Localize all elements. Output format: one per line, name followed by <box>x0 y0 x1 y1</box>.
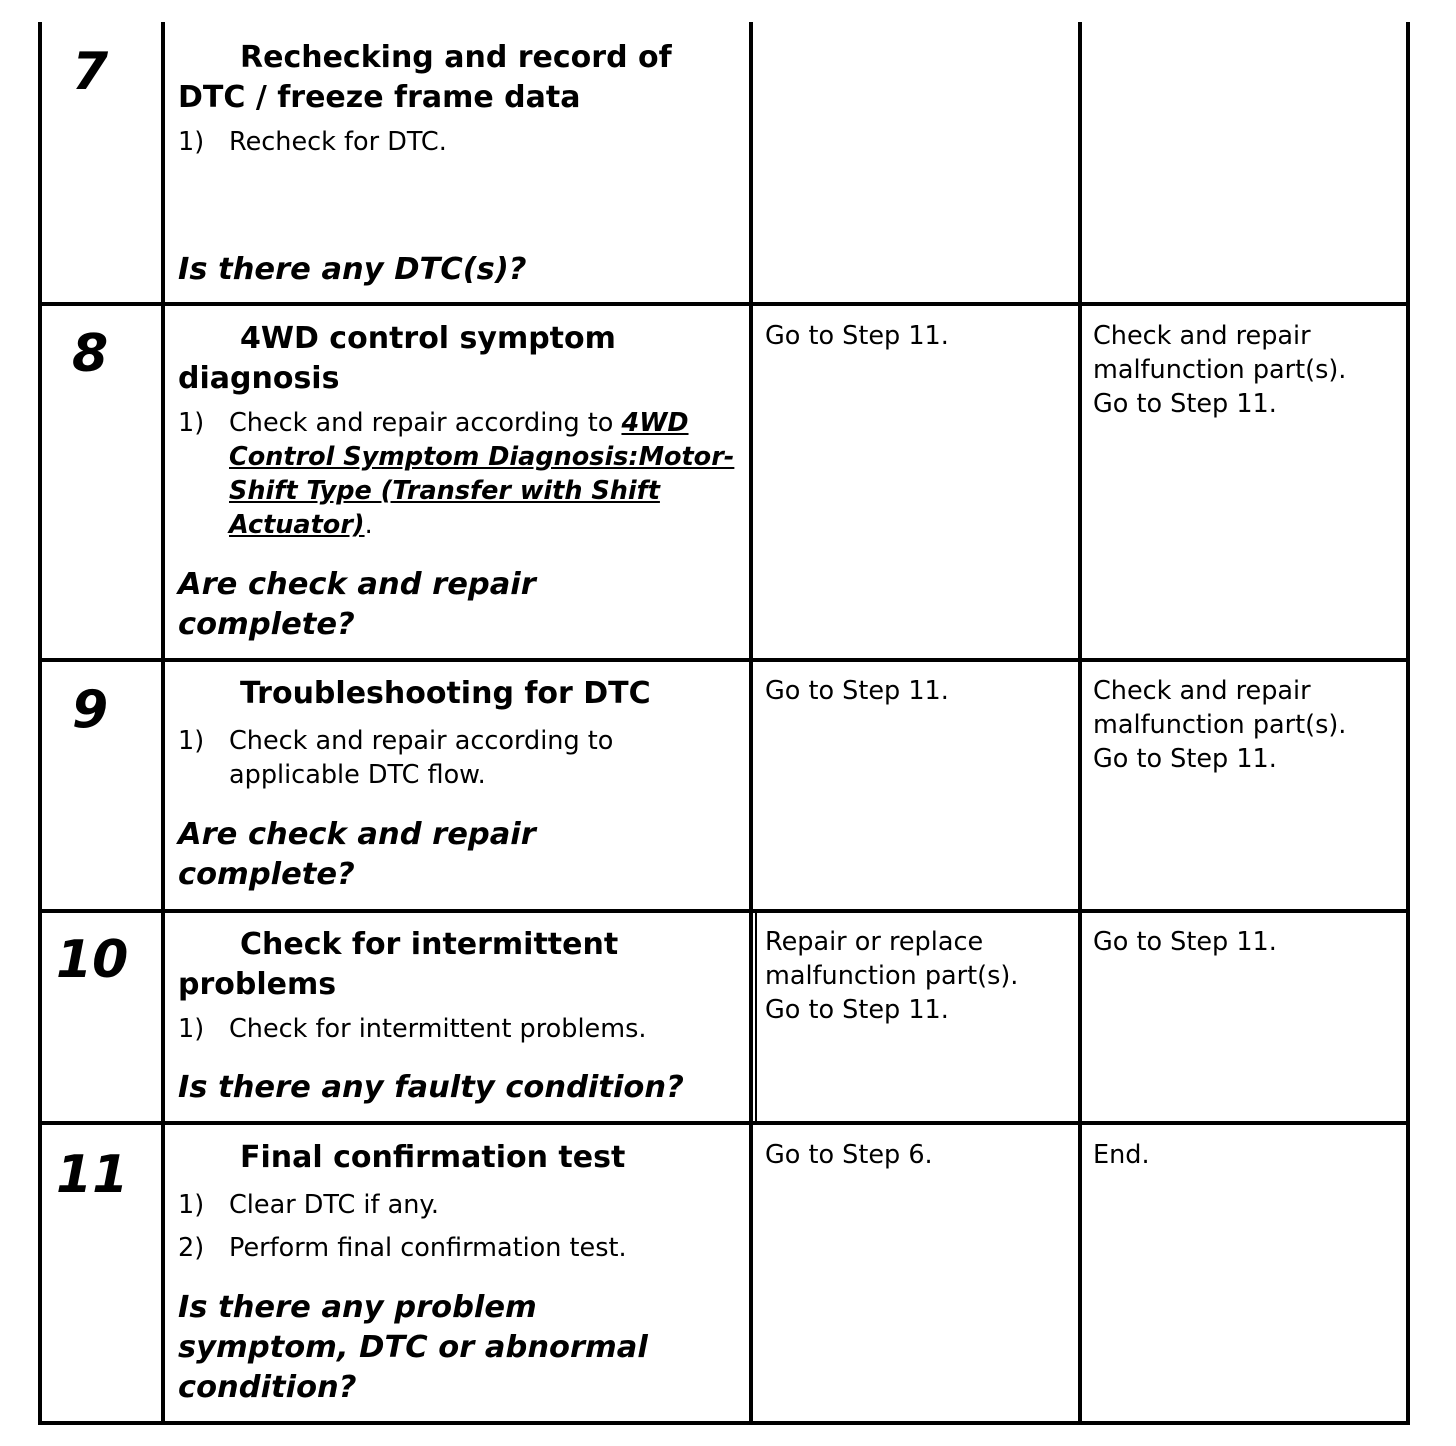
item-number: 1) <box>178 1190 205 1220</box>
step-title <box>178 674 651 714</box>
result-line: Go to Step 6. <box>765 1140 933 1170</box>
no-result <box>1093 319 1346 421</box>
result-line: malfunction part(s). <box>1093 710 1347 740</box>
grid-line <box>38 909 1410 913</box>
yes-result <box>765 925 1018 1027</box>
step-question <box>178 1288 648 1408</box>
step-title <box>178 1138 625 1178</box>
step-number: 10 <box>56 930 129 990</box>
grid-line <box>38 22 42 1425</box>
yes-result <box>765 319 949 353</box>
yes-result <box>765 674 949 708</box>
grid-line <box>749 22 753 1425</box>
step-title <box>178 925 618 1005</box>
item-number: 2) <box>178 1233 205 1263</box>
grid-line <box>38 658 1410 662</box>
item-text: Check and repair according to <box>229 726 614 756</box>
procedure-link[interactable]: Actuator) <box>229 510 365 540</box>
grid-line <box>755 912 757 1124</box>
step-title <box>178 38 672 118</box>
title-line: Rechecking and record of <box>240 40 672 75</box>
grid-line <box>1406 22 1410 1425</box>
no-result <box>1093 925 1277 959</box>
item-text: applicable DTC flow. <box>229 760 486 790</box>
grid-line <box>38 1121 1410 1125</box>
result-line: Go to Step 11. <box>1093 389 1277 419</box>
no-result <box>1093 674 1346 776</box>
item-text: Check and repair according to <box>229 408 622 438</box>
result-line: malfunction part(s). <box>765 961 1019 991</box>
title-line: Final confirmation test <box>240 1140 626 1175</box>
procedure-link[interactable]: Shift Type (Transfer with Shift <box>229 476 660 506</box>
question-line: complete? <box>178 857 355 892</box>
item-text: Clear DTC if any. <box>229 1190 439 1220</box>
item-number: 1) <box>178 408 205 438</box>
step-title <box>178 319 616 399</box>
item-number: 1) <box>178 127 205 157</box>
step-question: Is there any DTC(s)? <box>178 252 527 287</box>
no-result <box>1093 1138 1150 1172</box>
yes-result <box>765 1138 933 1172</box>
item-text: Perform final confirmation test. <box>229 1233 627 1263</box>
title-line: DTC / freeze frame data <box>178 80 581 115</box>
question-line: Is there any problem <box>178 1290 537 1325</box>
step-number: 7 <box>72 42 109 102</box>
step-question <box>178 565 536 645</box>
question-line: complete? <box>178 607 355 642</box>
title-line: Check for intermittent <box>240 927 619 962</box>
title-line: diagnosis <box>178 361 340 396</box>
grid-line <box>38 1421 1410 1425</box>
step-question: Is there any faulty condition? <box>178 1070 684 1105</box>
title-line: 4WD control symptom <box>240 321 616 356</box>
grid-line <box>1078 22 1082 1425</box>
result-line: Repair or replace <box>765 927 984 957</box>
procedure-link[interactable]: 4WD <box>621 408 689 438</box>
question-line: Are check and repair <box>178 567 536 602</box>
result-line: malfunction part(s). <box>1093 355 1347 385</box>
step-question <box>178 815 536 895</box>
item-number: 1) <box>178 1014 205 1044</box>
item-text: Recheck for DTC. <box>229 127 447 157</box>
procedure-link[interactable]: Control Symptom Diagnosis:Motor- <box>229 442 735 472</box>
grid-line <box>161 22 165 1425</box>
result-line: Go to Step 11. <box>765 676 949 706</box>
question-line: Are check and repair <box>178 817 536 852</box>
result-line: Go to Step 11. <box>1093 927 1277 957</box>
step-number: 9 <box>72 680 109 740</box>
question-line: symptom, DTC or abnormal <box>178 1330 648 1365</box>
grid-line <box>38 302 1410 306</box>
result-line: Go to Step 11. <box>765 995 949 1025</box>
procedure-item <box>178 406 738 546</box>
result-line: Check and repair <box>1093 676 1311 706</box>
title-line: problems <box>178 967 337 1002</box>
title-line: Troubleshooting for DTC <box>240 676 651 711</box>
result-line: End. <box>1093 1140 1150 1170</box>
item-text: . <box>364 510 373 540</box>
item-text: Check for intermittent problems. <box>229 1014 647 1044</box>
question-line: condition? <box>178 1370 357 1405</box>
step-number: 11 <box>56 1145 129 1205</box>
result-line: Go to Step 11. <box>1093 744 1277 774</box>
step-number: 8 <box>72 324 109 384</box>
item-number: 1) <box>178 726 205 756</box>
result-line: Check and repair <box>1093 321 1311 351</box>
result-line: Go to Step 11. <box>765 321 949 351</box>
